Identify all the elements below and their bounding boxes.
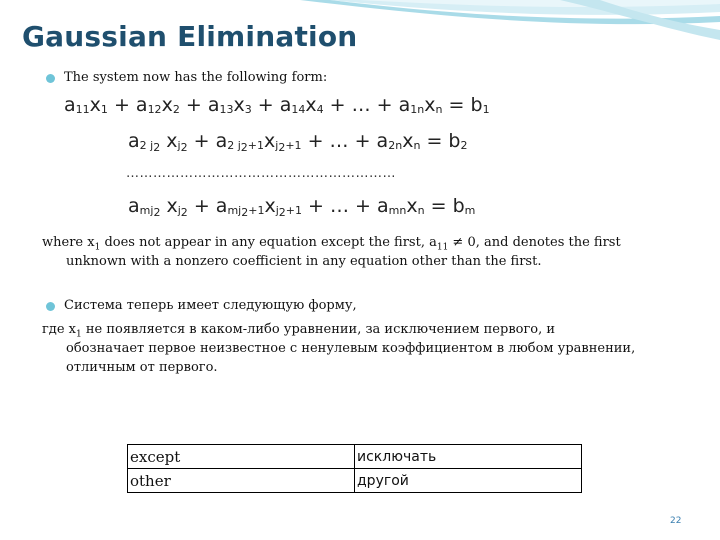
page-number: 22 — [670, 516, 682, 526]
explanation-en-line-1: where $x_1$ does not appear in any equation except the first, $a_{11} \ne 0$, and denotes the first — [42, 235, 621, 253]
equation-row-2: $a_{2 j_2}$ $x_{j_2} + a_{2 j_2+1}x_{j_2+1}$ + … + $a_{2n}x_n = b_2$ — [128, 130, 468, 154]
table-row — [128, 469, 582, 493]
vocab-ru-cell: исключать — [355, 445, 582, 469]
bullet-ru-text: Система теперь имеет следующую форму, — [64, 298, 357, 313]
intro-text: The system now has the following form: — [64, 70, 328, 85]
explanation-en-line-2: unknown with a nonzero coefficient in any equation other than the first. — [66, 254, 542, 269]
equation-row-1: $a_{11}x_1 + a_{12}x_2 + a_{13}x_3 + a_{14}x_4$ + … + $a_{1n}x_n = b_1$ — [64, 94, 490, 116]
dotted-separator: …………………………………………………… — [126, 166, 396, 181]
explanation-ru-line-3: отличным от первого. — [66, 360, 218, 375]
explanation-ru-line-2: обозначает первое неизвестное с ненулевым коэффициентом в любом уравнении, — [66, 341, 636, 356]
vocab-en-cell: other — [128, 469, 355, 493]
vocabulary-table — [127, 444, 582, 493]
vocab-ru-cell: другой — [355, 469, 582, 493]
bullet-icon — [46, 302, 55, 311]
bullet-icon — [46, 74, 55, 83]
explanation-ru-line-1: где $x_1$ не появляется в каком-либо уравнении, за исключением первого, и — [42, 322, 556, 340]
vocab-en-cell: except — [128, 445, 355, 469]
slide-title: Gaussian Elimination — [22, 20, 358, 53]
equation-row-3: $a_{mj_2}$ $x_{j_2} + a_{mj_2+1}x_{j_2+1}$ + … + $a_{mn}x_n = b_m$ — [128, 195, 476, 219]
table-row — [128, 445, 582, 469]
